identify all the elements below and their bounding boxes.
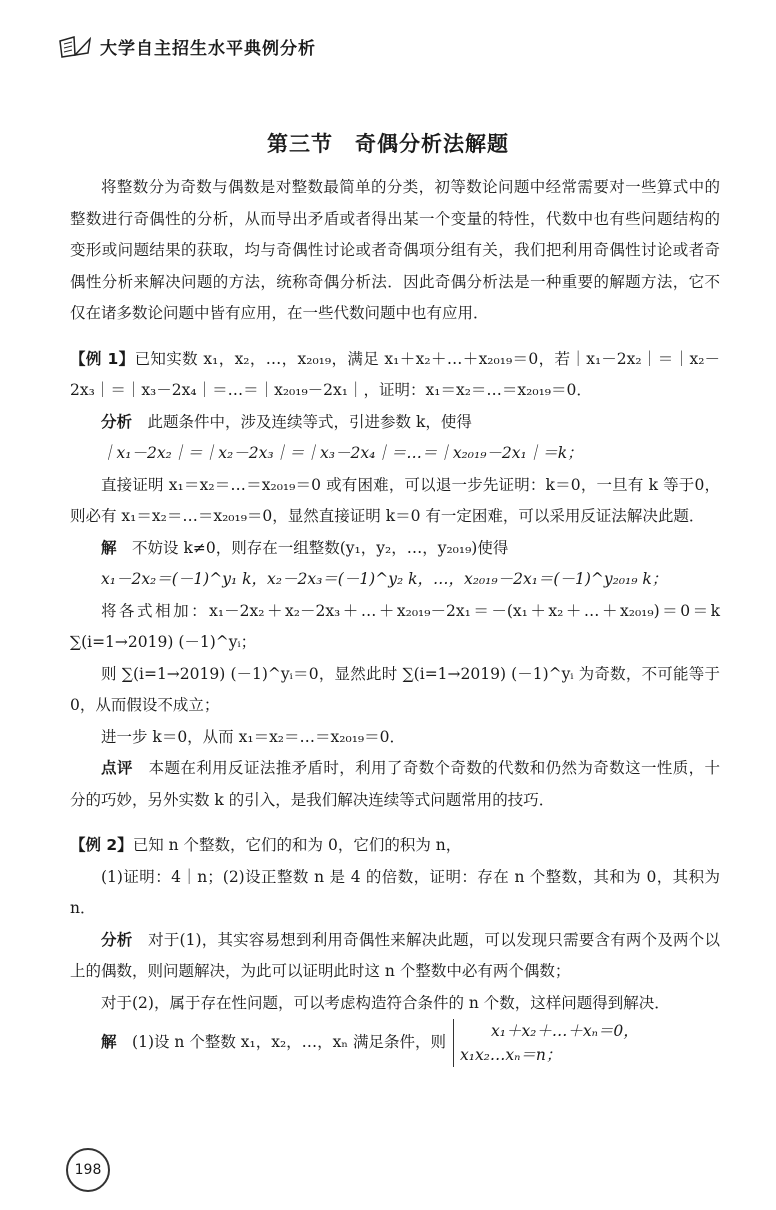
analysis-text: 此题条件中，涉及连续等式，引进参数 k，使得 [147,412,472,431]
solution-parity: 则 ∑(i=1→2019) (－1)^yᵢ＝0，显然此时 ∑(i=1→2019) (－1)^yᵢ 为奇数，不可能等于 0，从而假设不成立； [70,664,720,714]
equation-system [453,1019,639,1067]
running-header [58,34,316,59]
comment-label: 点评 [101,759,133,777]
example2-statement [70,830,720,862]
analysis2-text: 对于(1)，其实容易想到利用奇偶性来解决此题，可以发现只需要含有两个及两个以上的偶数，则问题解决，为此可以证明此时这 n 个整数中必有两个偶数； [70,930,720,980]
intro-paragraph: 将整数分为奇数与偶数是对整数最简单的分类，初等数论问题中经常需要对一些算式中的整数进行奇偶性的分析，从而导出矛盾或者得出某一个变量的特性，代数中也有些问题结构的变形或问题结果的获取，均与奇偶性讨论或者奇偶项分组有关，我们把利用奇偶性讨论或者奇偶性分析来解决问题的方法，统称奇偶分析法．因此奇偶分析法是一种重要的解题方法，它不仅在诸多数论问题中皆有应用，在一些代数问题中也有应用． [70,178,720,322]
example2-label: 【例 2】 [70,836,133,854]
example2-text: 已知 n 个整数，它们的和为 0，它们的积为 n， [132,836,462,854]
example1-text: 已知实数 x₁，x₂，…，x₂₀₁₉，满足 x₁＋x₂＋…＋x₂₀₁₉＝0，若｜x₁－2x₂｜＝｜x₂－2x₃｜＝｜x₃－2x₄｜＝…＝｜x₂₀₁₉－2x₁｜，证明：x₁＝x₂＝…＝x₂₀₁₉＝0． [70,349,720,399]
solution-text: 不妨设 k≠0，则存在一组整数(y₁，y₂，…，y₂₀₁₉)使得 [132,538,509,557]
example1-solution [70,533,720,565]
example1-comment [70,753,720,816]
example1-statement [70,344,720,407]
comment-text: 本题在利用反证法推矛盾时，利用了奇数个奇数的代数和仍然为奇数这一性质，十分的巧妙，另外实数 k 的引入，是我们解决连续等式问题常用的技巧． [70,759,720,809]
header-title: 大学自主招生水平典例分析 [100,39,316,59]
section-title: 第三节 奇偶分析法解题 [267,132,509,156]
analysis-equation: ｜x₁－2x₂｜＝｜x₂－2x₃｜＝｜x₃－2x₄｜＝…＝｜x₂₀₁₉－2x₁｜＝k； [101,444,583,462]
solution-conclusion: 进一步 k＝0，从而 x₁＝x₂＝…＝x₂₀₁₉＝0． [101,727,405,746]
main-content [70,172,720,1067]
solution2-label: 解 [101,1033,117,1051]
solution-label: 解 [101,538,117,557]
example2-parts: (1)证明：4｜n；(2)设正整数 n 是 4 的倍数，证明：存在 n 个整数，其和为 0，其积为 n． [70,867,720,917]
example2-analysis [70,925,720,988]
example2-solution [70,1019,720,1067]
example1-analysis [70,407,720,439]
book-logo-icon [58,35,92,59]
page-number: 198 [66,1148,110,1192]
system-line-2: x₁x₂…xₙ＝n； [459,1046,562,1064]
analysis2-paragraph: 对于(2)，属于存在性问题，可以考虑构造符合条件的 n 个数，这样问题得到解决． [101,993,670,1012]
example1-label: 【例 1】 [70,349,135,368]
solution-equation: x₁－2x₂＝(－1)^y₁ k，x₂－2x₃＝(－1)^y₂ k，…，x₂₀₁₉－2x₁＝(－1)^y₂₀₁₉ k； [101,570,668,588]
system-line-1: x₁＋x₂＋…＋xₙ＝0， [490,1022,639,1040]
solution-sum: 将各式相加：x₁－2x₂＋x₂－2x₃＋…＋x₂₀₁₉－2x₁＝－(x₁＋x₂＋…＋x₂₀₁₉)＝0＝k ∑(i=1→2019) (－1)^yᵢ； [70,601,720,651]
solution2-text: (1)设 n 个整数 x₁，x₂，…，xₙ 满足条件，则 [132,1033,447,1051]
analysis-label: 分析 [101,412,133,431]
analysis2-label: 分析 [101,930,133,949]
analysis-paragraph: 直接证明 x₁＝x₂＝…＝x₂₀₁₉＝0 或有困难，可以退一步先证明：k＝0，一旦有 k 等于0，则必有 x₁＝x₂＝…＝x₂₀₁₉＝0，显然直接证明 k＝0 有一定困难，可以采用反证法解决此题． [70,475,720,525]
